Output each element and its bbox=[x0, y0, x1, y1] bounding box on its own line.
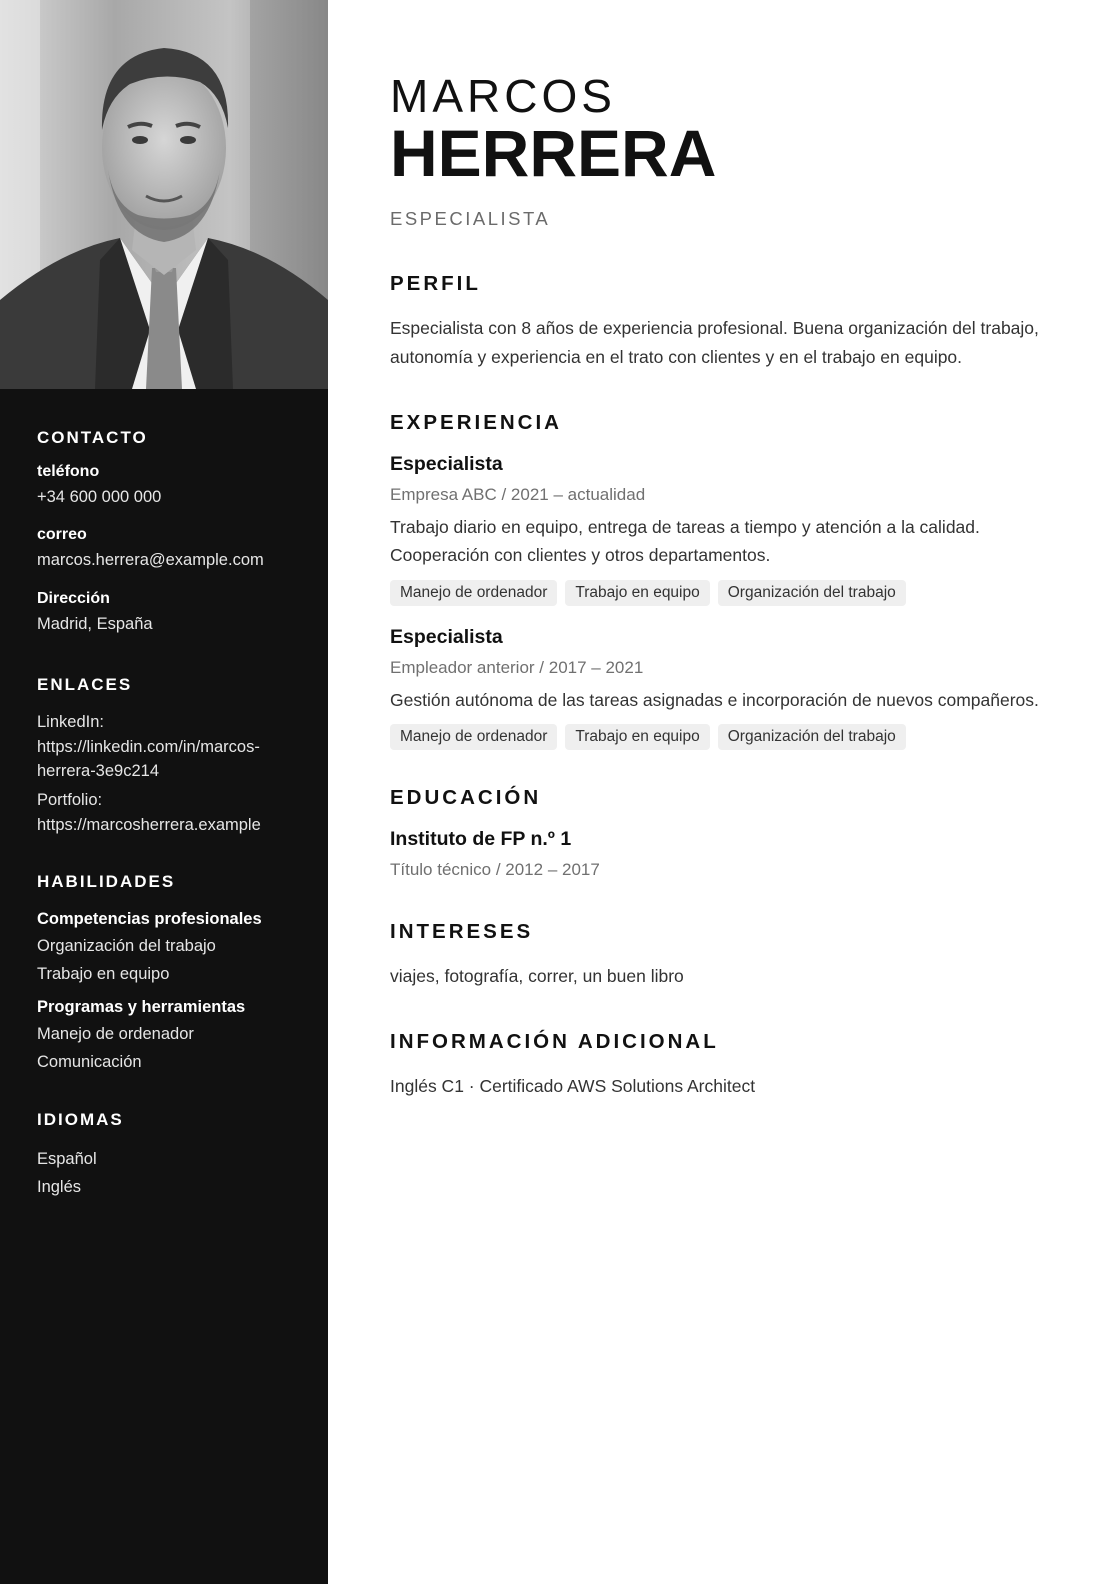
links-heading: ENLACES bbox=[37, 674, 133, 694]
sidebar bbox=[0, 0, 328, 1584]
last-name: HERRERA bbox=[390, 116, 717, 191]
school-name: Instituto de FP n.º 1 bbox=[390, 828, 572, 851]
profile-heading: PERFIL bbox=[390, 272, 481, 296]
contact-section bbox=[37, 428, 307, 635]
languages-section bbox=[37, 1110, 307, 1197]
linkedin-label: LinkedIn: bbox=[37, 712, 104, 731]
portfolio-link[interactable] bbox=[37, 788, 307, 838]
job-tags bbox=[390, 724, 1070, 750]
language-item: Español bbox=[37, 1149, 97, 1168]
skill-tag: Trabajo en equipo bbox=[565, 580, 709, 606]
education-section bbox=[390, 786, 1070, 880]
education-heading: EDUCACIÓN bbox=[390, 786, 542, 810]
skill-item: Organización del trabajo bbox=[37, 936, 216, 955]
interests-section bbox=[390, 920, 1070, 990]
phone-label: teléfono bbox=[37, 463, 100, 480]
email-label: correo bbox=[37, 526, 87, 544]
address-label: Dirección bbox=[37, 589, 110, 607]
skill-item: Manejo de ordenador bbox=[37, 1024, 194, 1043]
interests-text: viajes, fotografía, correr, un buen libro bbox=[390, 966, 684, 987]
linkedin-url-line2[interactable]: herrera-3e9c214 bbox=[37, 762, 159, 781]
linkedin-url-line1[interactable]: https://linkedin.com/in/marcos- bbox=[37, 737, 260, 756]
skill-tag: Manejo de ordenador bbox=[390, 724, 557, 750]
job-description: Gestión autónoma de las tareas asignadas e incorporación de nuevos compañeros. bbox=[390, 689, 1039, 710]
job-meta: Empleador anterior / 2017 – 2021 bbox=[390, 657, 644, 677]
skills-section bbox=[37, 872, 307, 1072]
first-name: MARCOS bbox=[390, 70, 616, 122]
profile-section bbox=[390, 272, 1070, 371]
main-content bbox=[390, 72, 1070, 1101]
phone-value[interactable]: +34 600 000 000 bbox=[37, 488, 162, 506]
education-meta: Título técnico / 2012 – 2017 bbox=[390, 860, 600, 880]
additional-heading: INFORMACIÓN ADICIONAL bbox=[390, 1030, 719, 1054]
email-value[interactable]: marcos.herrera@example.com bbox=[37, 551, 264, 570]
job-entry bbox=[390, 453, 1070, 606]
languages-heading: IDIOMAS bbox=[37, 1109, 124, 1129]
skill-tag: Trabajo en equipo bbox=[565, 724, 709, 750]
skills-heading: HABILIDADES bbox=[37, 871, 176, 891]
skill-tag: Organización del trabajo bbox=[718, 580, 906, 606]
job-title: Especialista bbox=[390, 452, 503, 475]
contact-heading: CONTACTO bbox=[37, 428, 148, 447]
skill-group-title: Programas y herramientas bbox=[37, 997, 246, 1016]
portfolio-label: Portfolio: bbox=[37, 791, 103, 810]
additional-section bbox=[390, 1030, 1070, 1100]
sidebar-content bbox=[37, 428, 307, 1225]
job-role: ESPECIALISTA bbox=[390, 208, 551, 230]
skill-tag: Organización del trabajo bbox=[718, 724, 906, 750]
job-description: Trabajo diario en equipo, entrega de tareas a tiempo y atención a la calidad. Cooperación con clientes y otros departamentos. bbox=[390, 516, 980, 566]
profile-text: Especialista con 8 años de experiencia profesional. Buena organización del trabajo, autonomía y experiencia en el trato con clientes y en el trabajo en equipo. bbox=[390, 318, 1039, 367]
skill-item: Comunicación bbox=[37, 1052, 142, 1071]
portfolio-url[interactable]: https://marcosherrera.example bbox=[37, 815, 261, 834]
name-header bbox=[390, 72, 1070, 230]
job-entry bbox=[390, 626, 1070, 750]
skill-item: Trabajo en equipo bbox=[37, 964, 170, 983]
job-title: Especialista bbox=[390, 625, 503, 648]
additional-text: Inglés C1 · Certificado AWS Solutions Architect bbox=[390, 1076, 756, 1097]
language-item: Inglés bbox=[37, 1177, 82, 1196]
skill-tag: Manejo de ordenador bbox=[390, 580, 557, 606]
linkedin-link[interactable] bbox=[37, 710, 307, 784]
links-section bbox=[37, 675, 307, 838]
job-tags bbox=[390, 580, 1070, 606]
interests-heading: INTERESES bbox=[390, 920, 534, 944]
job-meta: Empresa ABC / 2021 – actualidad bbox=[390, 484, 646, 504]
experience-section bbox=[390, 411, 1070, 750]
skill-group-title: Competencias profesionales bbox=[37, 909, 262, 928]
address-value: Madrid, España bbox=[37, 614, 153, 633]
portrait-image bbox=[0, 0, 328, 389]
experience-heading: EXPERIENCIA bbox=[390, 410, 562, 434]
profile-photo bbox=[0, 0, 328, 389]
